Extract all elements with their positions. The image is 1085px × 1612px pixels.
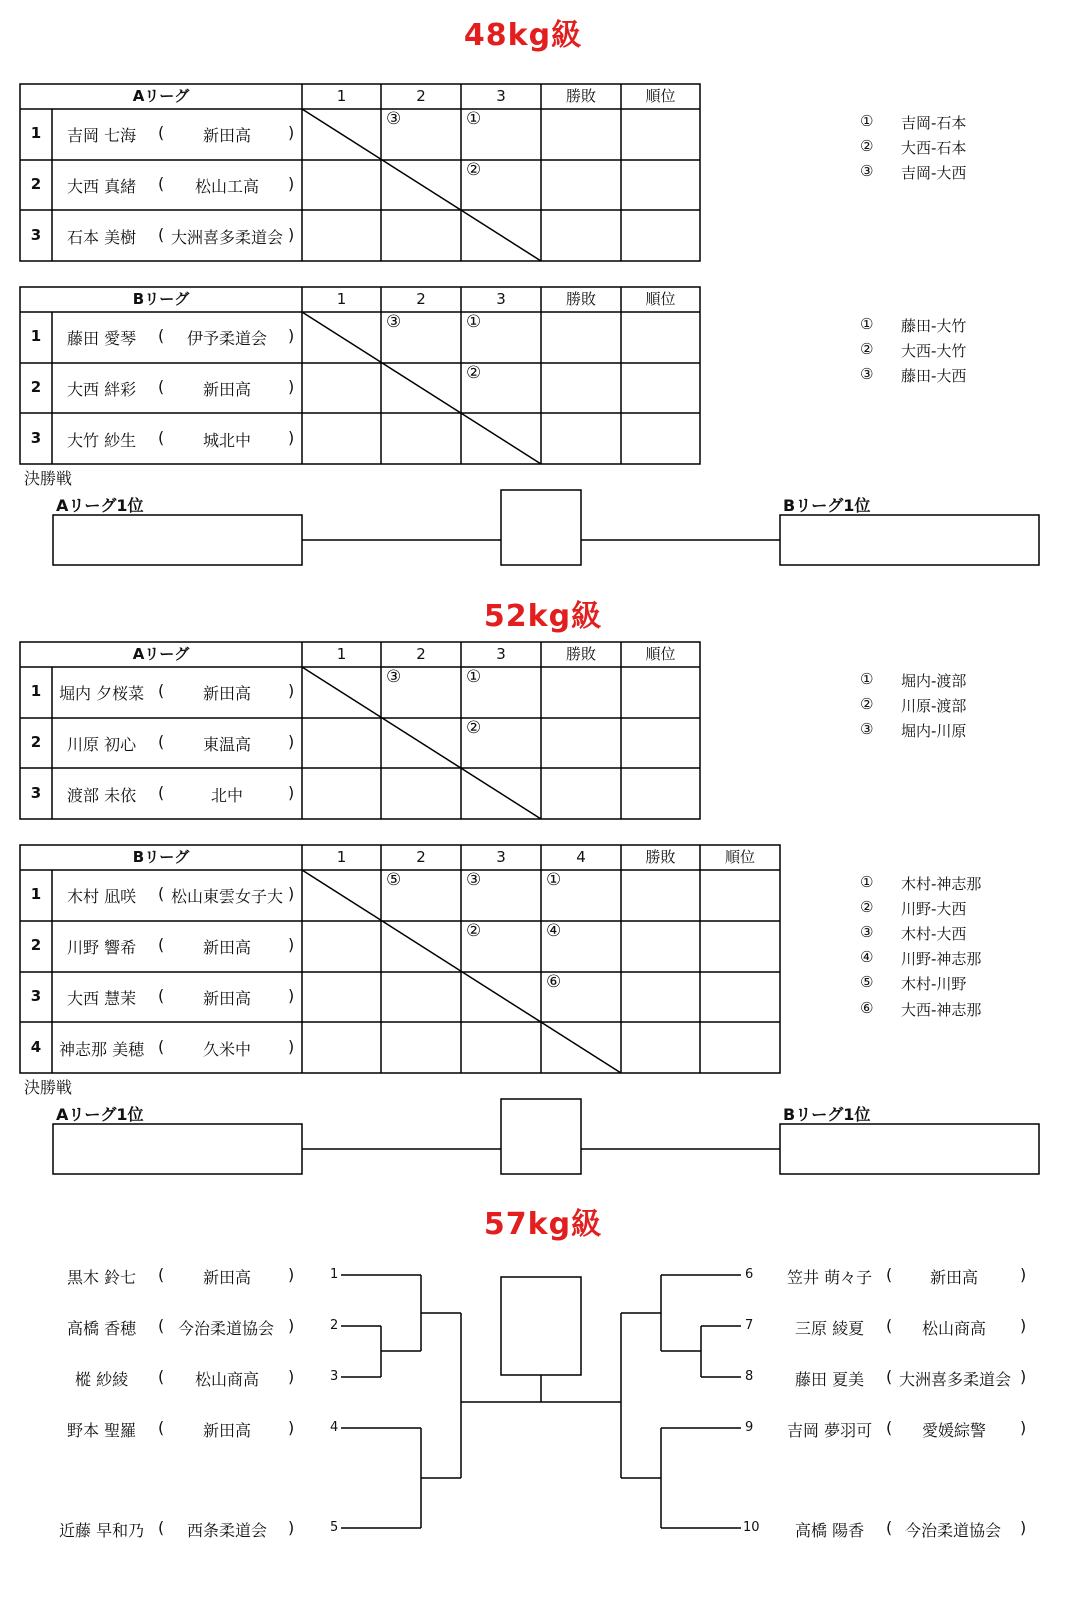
paren-close: ) xyxy=(288,1316,295,1335)
match-number: ④ xyxy=(860,948,874,966)
match-number: ① xyxy=(466,312,482,332)
seed-number: 3 xyxy=(330,1369,339,1384)
b-league-header: Bリーグ xyxy=(132,290,190,308)
paren-close: ) xyxy=(288,123,295,142)
entrant-name: 三原 綾夏 xyxy=(795,1319,865,1338)
col3-header: 3 xyxy=(496,645,506,663)
entrant-name: 渡部 未依 xyxy=(67,786,137,805)
paren-open: ( xyxy=(886,1518,893,1537)
entrant-team: 松山商高 xyxy=(195,1370,260,1389)
paren-open: ( xyxy=(158,377,165,396)
seed-number: 8 xyxy=(745,1369,754,1384)
row-number: 3 xyxy=(30,987,42,1005)
paren-close: ) xyxy=(1020,1316,1027,1335)
paren-close: ) xyxy=(1020,1518,1027,1537)
a-league-header: Aリーグ xyxy=(132,87,190,105)
match-number: ④ xyxy=(546,921,562,941)
match-number: ② xyxy=(860,898,874,916)
paren-close: ) xyxy=(288,732,295,751)
a-league-first-label: Aリーグ1位 xyxy=(56,496,144,515)
col1-header: 1 xyxy=(336,848,347,866)
paren-open: ( xyxy=(158,225,165,244)
rank-header: 順位 xyxy=(724,848,755,866)
match-pair: 藤田-大西 xyxy=(901,367,967,385)
paren-open: ( xyxy=(158,123,165,142)
entrant-team: 久米中 xyxy=(203,1040,252,1059)
seed-number: 6 xyxy=(745,1267,754,1282)
entrant-name: 大西 真緒 xyxy=(67,177,137,196)
match-number: ① xyxy=(860,873,874,891)
col2-header: 2 xyxy=(416,645,426,663)
match-number: ⑥ xyxy=(546,972,562,992)
match-number: ① xyxy=(860,315,874,333)
b-league-header: Bリーグ xyxy=(132,848,190,866)
entrant-name: 藤田 愛琴 xyxy=(67,329,137,348)
row-number: 1 xyxy=(30,885,42,903)
match-pair: 藤田-大竹 xyxy=(901,317,967,335)
match-pair: 大西-神志那 xyxy=(901,1001,982,1019)
paren-open: ( xyxy=(158,884,165,903)
paren-close: ) xyxy=(288,1037,295,1056)
seed-number: 10 xyxy=(743,1520,760,1535)
match-pair: 木村-大西 xyxy=(901,925,967,943)
paren-close: ) xyxy=(288,884,295,903)
match-pair: 川野-大西 xyxy=(901,900,967,918)
row-number: 3 xyxy=(30,429,42,447)
seed-number: 4 xyxy=(330,1420,339,1435)
paren-close: ) xyxy=(288,935,295,954)
entrant-team: 城北中 xyxy=(203,431,252,450)
match-number: ⑤ xyxy=(860,973,874,991)
match-number: ① xyxy=(860,112,874,130)
col1-header: 1 xyxy=(336,87,347,105)
paren-open: ( xyxy=(158,174,165,193)
row-number: 3 xyxy=(30,226,42,244)
entrant-name: 黒木 鈴七 xyxy=(67,1268,137,1287)
entrant-team: 松山工高 xyxy=(195,177,260,196)
entrant-team: 新田高 xyxy=(203,989,252,1008)
match-pair: 堀内-川原 xyxy=(901,722,967,740)
entrant-team: 大洲喜多柔道会 xyxy=(171,228,284,247)
win-loss-header: 勝敗 xyxy=(565,645,596,663)
match-number: ② xyxy=(860,340,874,358)
col1-header: 1 xyxy=(336,290,347,308)
entrant-name: 木村 凪咲 xyxy=(67,887,137,906)
a-league-header: Aリーグ xyxy=(132,645,190,663)
match-number: ① xyxy=(466,667,482,687)
entrant-team: 新田高 xyxy=(930,1268,979,1287)
match-pair: 堀内-渡部 xyxy=(901,672,967,690)
paren-close: ) xyxy=(1020,1367,1027,1386)
paren-close: ) xyxy=(288,225,295,244)
paren-open: ( xyxy=(158,326,165,345)
entrant-name: 高橋 香穂 xyxy=(67,1319,137,1338)
entrant-team: 大洲喜多柔道会 xyxy=(899,1370,1012,1389)
match-number: ③ xyxy=(860,365,874,383)
entrant-name: 吉岡 夢羽可 xyxy=(787,1421,873,1440)
col2-header: 2 xyxy=(416,848,426,866)
match-number: ② xyxy=(860,695,874,713)
match-number: ③ xyxy=(386,312,402,332)
rank-header: 順位 xyxy=(645,87,676,105)
entrant-name: 神志那 美穂 xyxy=(59,1040,145,1059)
paren-close: ) xyxy=(288,377,295,396)
match-pair: 木村-神志那 xyxy=(901,875,982,893)
match-pair: 大西-大竹 xyxy=(901,342,967,360)
seed-number: 5 xyxy=(330,1520,339,1535)
paren-open: ( xyxy=(158,681,165,700)
match-number: ① xyxy=(466,109,482,129)
match-pair: 大西-石本 xyxy=(901,139,967,157)
row-number: 1 xyxy=(30,124,42,142)
paren-close: ) xyxy=(288,1367,295,1386)
a-league-first-label: Aリーグ1位 xyxy=(56,1105,144,1124)
entrant-name: 藤田 夏美 xyxy=(795,1370,865,1389)
col4-header: 4 xyxy=(576,848,586,866)
entrant-name: 笠井 萌々子 xyxy=(787,1268,873,1287)
b-league-first-label: Bリーグ1位 xyxy=(783,1105,871,1124)
match-number: ⑤ xyxy=(386,870,402,890)
match-number: ⑥ xyxy=(860,999,874,1017)
entrant-team: 新田高 xyxy=(203,380,252,399)
match-number: ③ xyxy=(386,109,402,129)
match-pair: 吉岡-石本 xyxy=(901,114,967,132)
match-pair: 木村-川野 xyxy=(901,975,967,993)
paren-open: ( xyxy=(886,1367,893,1386)
match-number: ③ xyxy=(466,870,482,890)
entrant-team: 新田高 xyxy=(203,938,252,957)
final-label: 決勝戦 xyxy=(24,1078,73,1097)
paren-close: ) xyxy=(288,783,295,802)
entrant-team: 新田高 xyxy=(203,126,252,145)
entrant-team: 今治柔道協会 xyxy=(905,1521,1002,1540)
row-number: 2 xyxy=(30,175,42,193)
row-number: 2 xyxy=(30,733,42,751)
paren-open: ( xyxy=(886,1418,893,1437)
final-label: 決勝戦 xyxy=(24,469,73,488)
paren-open: ( xyxy=(158,1316,165,1335)
paren-open: ( xyxy=(158,732,165,751)
entrant-name: 大竹 紗生 xyxy=(67,431,137,450)
match-pair: 吉岡-大西 xyxy=(901,164,967,182)
row-number: 1 xyxy=(30,327,42,345)
win-loss-header: 勝敗 xyxy=(645,848,676,866)
col3-header: 3 xyxy=(496,87,506,105)
match-number: ③ xyxy=(860,923,874,941)
entrant-team: 愛媛綜警 xyxy=(922,1421,987,1440)
entrant-name: 吉岡 七海 xyxy=(67,126,137,145)
col2-header: 2 xyxy=(416,290,426,308)
paren-close: ) xyxy=(288,326,295,345)
seed-number: 1 xyxy=(330,1267,339,1282)
entrant-name: 大西 慧茉 xyxy=(67,989,137,1008)
match-number: ③ xyxy=(386,667,402,687)
paren-open: ( xyxy=(158,1265,165,1284)
seed-number: 2 xyxy=(330,1318,339,1333)
paren-close: ) xyxy=(1020,1418,1027,1437)
match-number: ② xyxy=(860,137,874,155)
match-number: ② xyxy=(466,160,482,180)
paren-open: ( xyxy=(158,1518,165,1537)
match-number: ① xyxy=(546,870,562,890)
win-loss-header: 勝敗 xyxy=(565,87,596,105)
match-number: ① xyxy=(860,670,874,688)
paren-open: ( xyxy=(158,1418,165,1437)
entrant-team: 松山商高 xyxy=(922,1319,987,1338)
weight-title-57: 57kg級 xyxy=(483,1207,603,1242)
paren-close: ) xyxy=(1020,1265,1027,1284)
entrant-name: 大西 絆彩 xyxy=(67,380,137,399)
entrant-team: 伊予柔道会 xyxy=(187,329,268,348)
match-pair: 川原-渡部 xyxy=(901,697,967,715)
paren-close: ) xyxy=(288,1418,295,1437)
entrant-team: 松山東雲女子大 xyxy=(171,887,284,906)
b-league-first-label: Bリーグ1位 xyxy=(783,496,871,515)
win-loss-header: 勝敗 xyxy=(565,290,596,308)
rank-header: 順位 xyxy=(645,290,676,308)
rank-header: 順位 xyxy=(645,645,676,663)
seed-number: 7 xyxy=(745,1318,754,1333)
entrant-name: 高橋 陽香 xyxy=(795,1521,865,1540)
col1-header: 1 xyxy=(336,645,347,663)
entrant-team: 新田高 xyxy=(203,1421,252,1440)
match-number: ③ xyxy=(860,720,874,738)
row-number: 1 xyxy=(30,682,42,700)
match-pair: 川野-神志那 xyxy=(901,950,982,968)
paren-open: ( xyxy=(158,1037,165,1056)
paren-close: ) xyxy=(288,681,295,700)
entrant-name: 野本 聖羅 xyxy=(67,1421,137,1440)
match-number: ② xyxy=(466,921,482,941)
paren-close: ) xyxy=(288,1265,295,1284)
row-number: 2 xyxy=(30,936,42,954)
entrant-name: 樅 紗綾 xyxy=(75,1370,129,1389)
entrant-name: 堀内 夕桜菜 xyxy=(59,684,145,703)
col3-header: 3 xyxy=(496,848,506,866)
entrant-name: 川原 初心 xyxy=(67,735,137,754)
paren-open: ( xyxy=(886,1316,893,1335)
seed-number: 9 xyxy=(745,1420,754,1435)
match-number: ② xyxy=(466,363,482,383)
paren-close: ) xyxy=(288,986,295,1005)
paren-close: ) xyxy=(288,1518,295,1537)
entrant-name: 石本 美樹 xyxy=(67,228,137,247)
entrant-team: 新田高 xyxy=(203,1268,252,1287)
entrant-team: 今治柔道協会 xyxy=(178,1319,275,1338)
paren-open: ( xyxy=(158,1367,165,1386)
entrant-team: 東温高 xyxy=(203,735,252,754)
col2-header: 2 xyxy=(416,87,426,105)
paren-open: ( xyxy=(158,428,165,447)
paren-open: ( xyxy=(886,1265,893,1284)
entrant-name: 近藤 早和乃 xyxy=(59,1521,145,1540)
weight-title-48: 48kg級 xyxy=(463,18,583,53)
entrant-team: 北中 xyxy=(211,786,244,805)
row-number: 2 xyxy=(30,378,42,396)
paren-close: ) xyxy=(288,174,295,193)
entrant-team: 西条柔道会 xyxy=(187,1521,268,1540)
match-number: ② xyxy=(466,718,482,738)
paren-open: ( xyxy=(158,935,165,954)
paren-open: ( xyxy=(158,783,165,802)
entrant-team: 新田高 xyxy=(203,684,252,703)
weight-title-52: 52kg級 xyxy=(483,599,603,634)
col3-header: 3 xyxy=(496,290,506,308)
paren-open: ( xyxy=(158,986,165,1005)
paren-close: ) xyxy=(288,428,295,447)
row-number: 4 xyxy=(30,1038,42,1056)
match-number: ③ xyxy=(860,162,874,180)
row-number: 3 xyxy=(30,784,42,802)
entrant-name: 川野 響希 xyxy=(67,938,137,957)
